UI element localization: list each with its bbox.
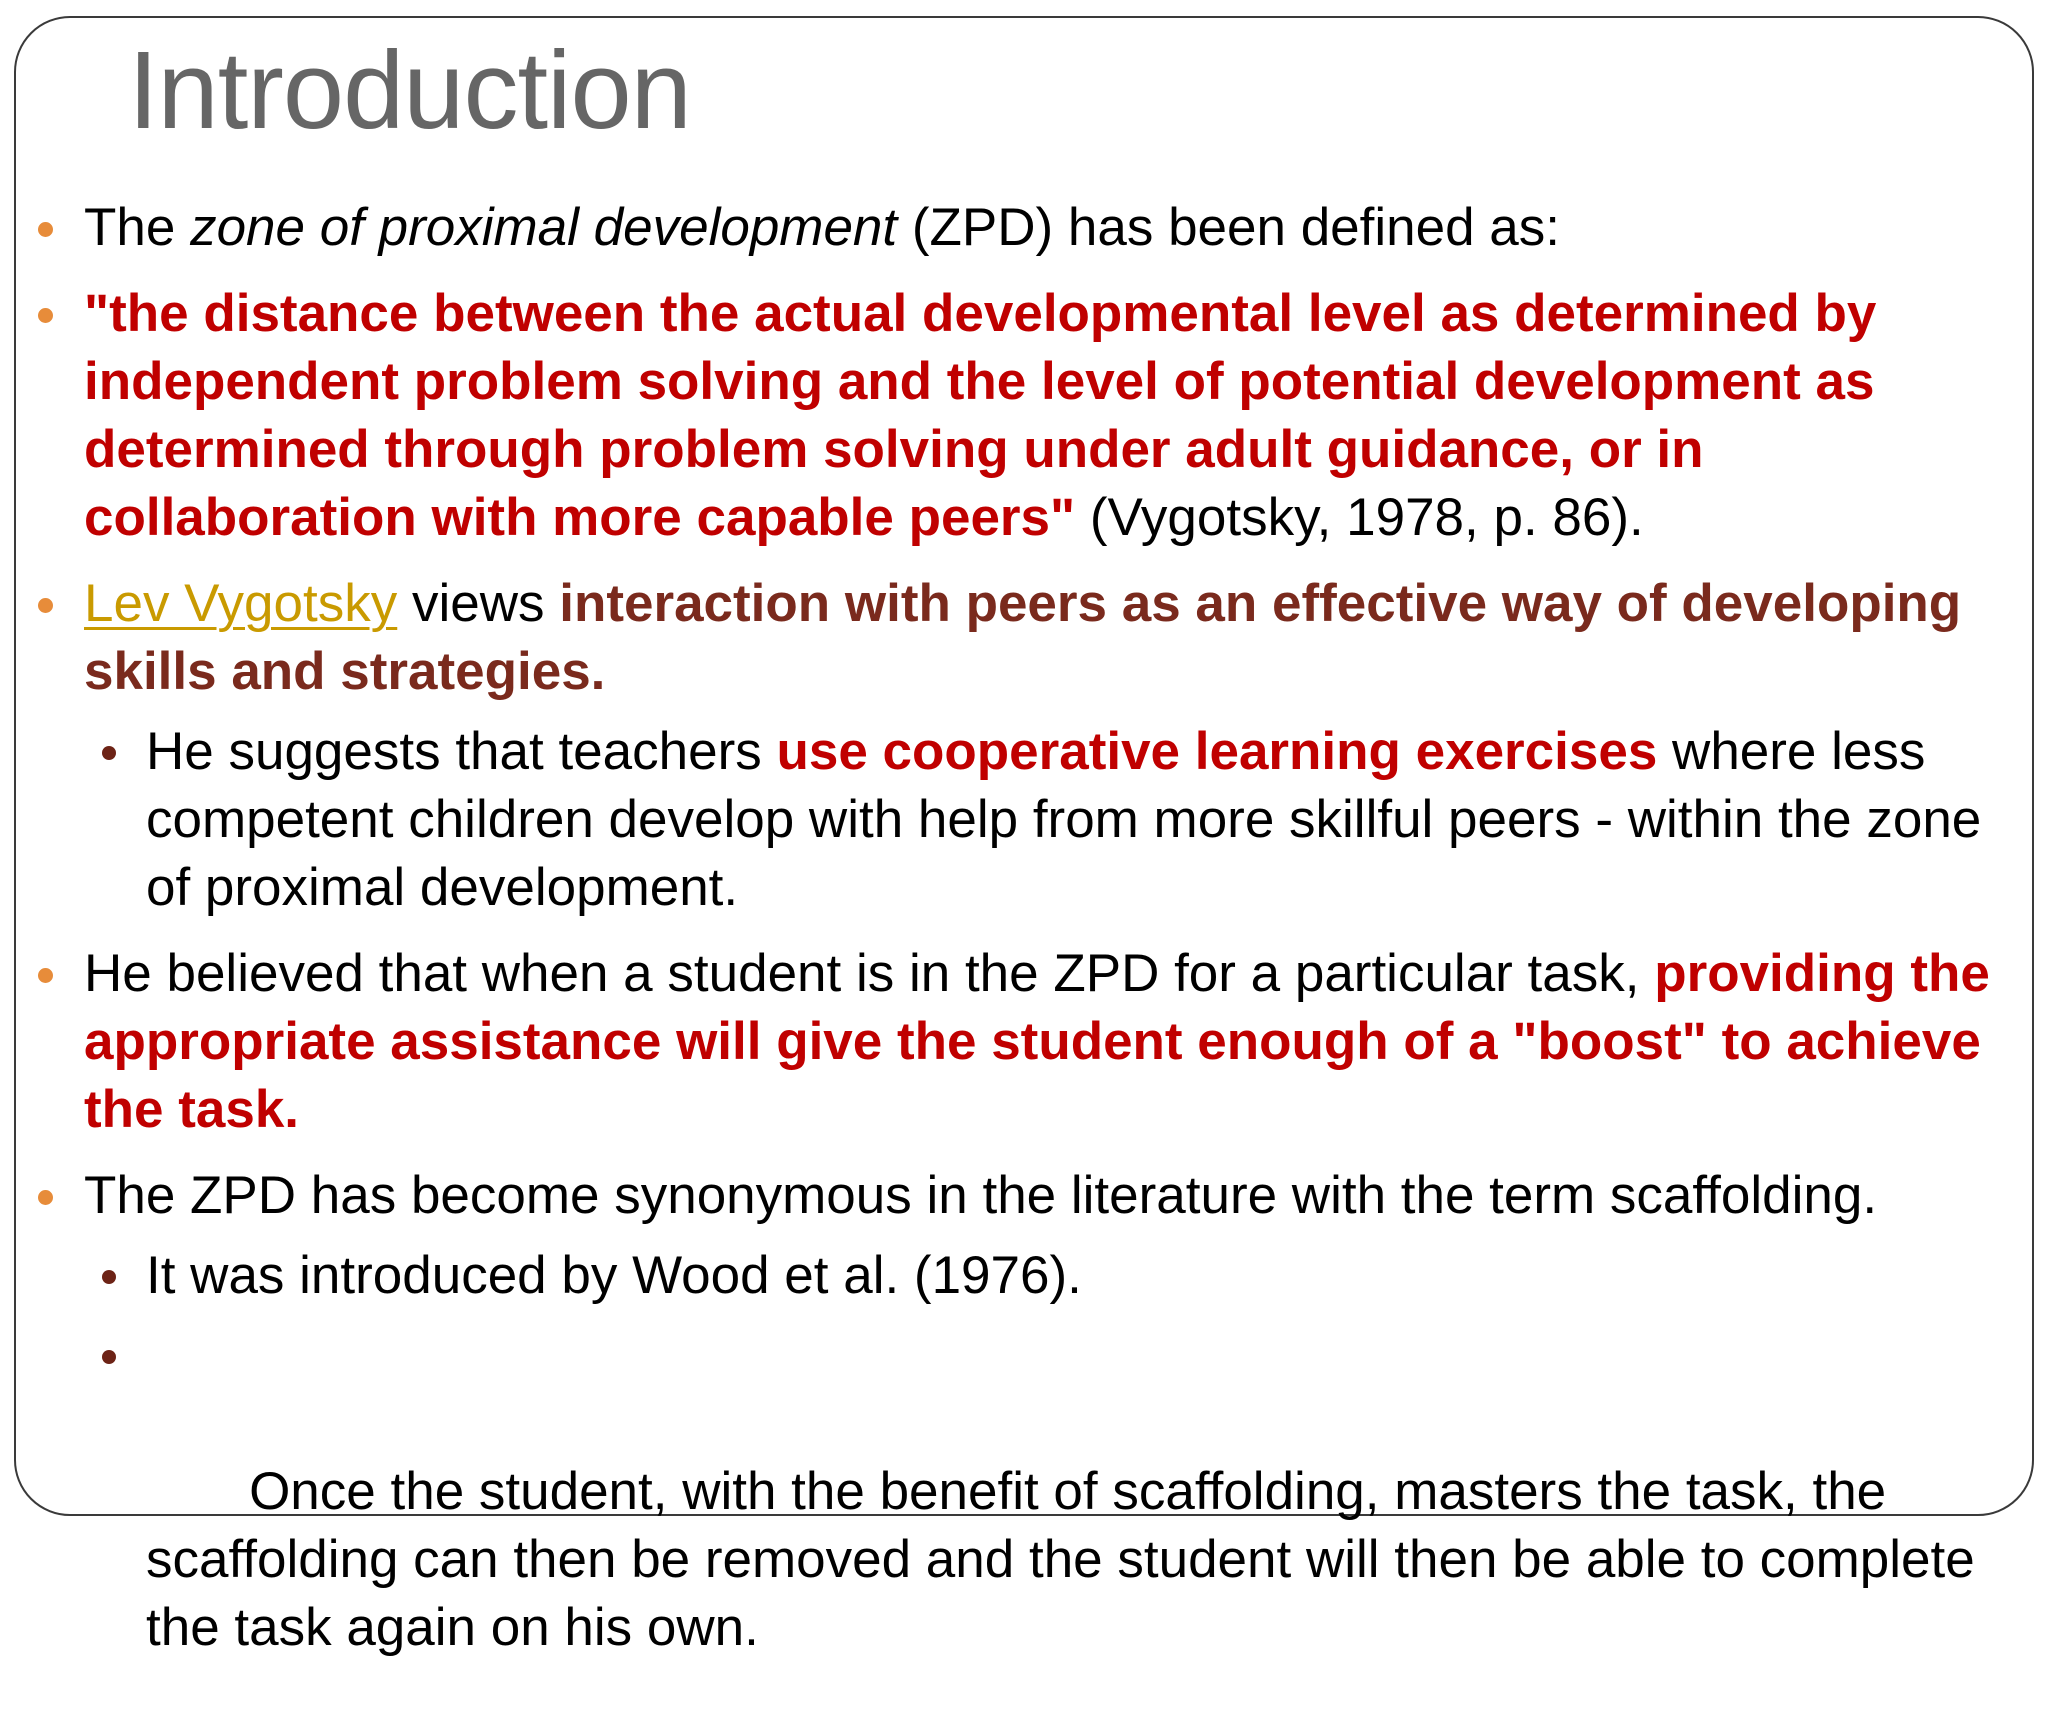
bullet-dot-icon xyxy=(38,308,53,323)
bullet-zpd-quote xyxy=(16,280,2032,552)
sub-bullet-dot-icon xyxy=(102,1350,116,1364)
slide xyxy=(14,16,2034,1657)
sub-bullet-text: Once the student, with the benefit of scaffolding, masters the task, the scaffolding can then be removed and the student will then be able to complete the task again on his own. xyxy=(146,1462,1990,1657)
bullet-appropriate-assistance xyxy=(16,940,2032,1144)
zpd-quote-citation: (Vygotsky, 1978, p. 86). xyxy=(1075,488,1644,547)
sub-bullet-dot-icon xyxy=(102,746,116,760)
bullet-text-suffix: (ZPD) has been defined as: xyxy=(897,198,1561,257)
bullet-vygotsky-view xyxy=(16,570,2032,706)
sub-bullet-text-prefix: He suggests that teachers xyxy=(146,722,777,781)
bullet-text: The ZPD has become synonymous in the literature with the term scaffolding. xyxy=(84,1166,1878,1225)
bullet-dot-icon xyxy=(38,1190,53,1205)
bullet-text-emphasis: providing the appropriate assistance will give the student enough of a "boost" to achieve the task. xyxy=(84,944,1990,1139)
bullet-zpd-definition-intro xyxy=(16,194,2032,262)
zpd-quote-text: "the distance between the actual developmental level as determined by independent problem solving and the level of potential development as determined through problem solving under adult guidance, or in collaboration with more capable peers" xyxy=(84,284,1877,547)
bullet-dot-icon xyxy=(38,968,53,983)
bullet-text-prefix: He believed that when a student is in the ZPD for a particular task, xyxy=(84,944,1655,1003)
bullet-text-prefix: The xyxy=(84,198,191,257)
bullet-list xyxy=(16,194,2032,1730)
sub-bullet-cooperative-learning xyxy=(16,718,2032,922)
bullet-text-emphasis: interaction with peers as an effective way of developing skills and strategies. xyxy=(84,574,1962,701)
sub-bullet-text-emphasis: use cooperative learning exercises xyxy=(776,722,1658,781)
sub-bullet-text: It was introduced by Wood et al. (1976). xyxy=(146,1246,1082,1305)
lev-vygotsky-link[interactable]: Lev Vygotsky xyxy=(84,574,398,633)
sub-bullet-wood-et-al xyxy=(16,1242,2032,1310)
sub-bullet-dot-icon xyxy=(102,1270,116,1284)
bullet-dot-icon xyxy=(38,222,53,237)
bullet-text-middle: views xyxy=(397,574,560,633)
bullet-text-italic: zone of proximal development xyxy=(190,198,898,257)
bullet-dot-icon xyxy=(38,598,53,613)
slide-title: Introduction xyxy=(128,29,691,152)
sub-bullet-scaffolding-removed xyxy=(16,1322,2032,1730)
bullet-scaffolding-term xyxy=(16,1162,2032,1230)
sub-bullet-text-suffix: where less competent children develop with help from more skillful peers - within the zone of proximal development. xyxy=(146,722,1982,917)
